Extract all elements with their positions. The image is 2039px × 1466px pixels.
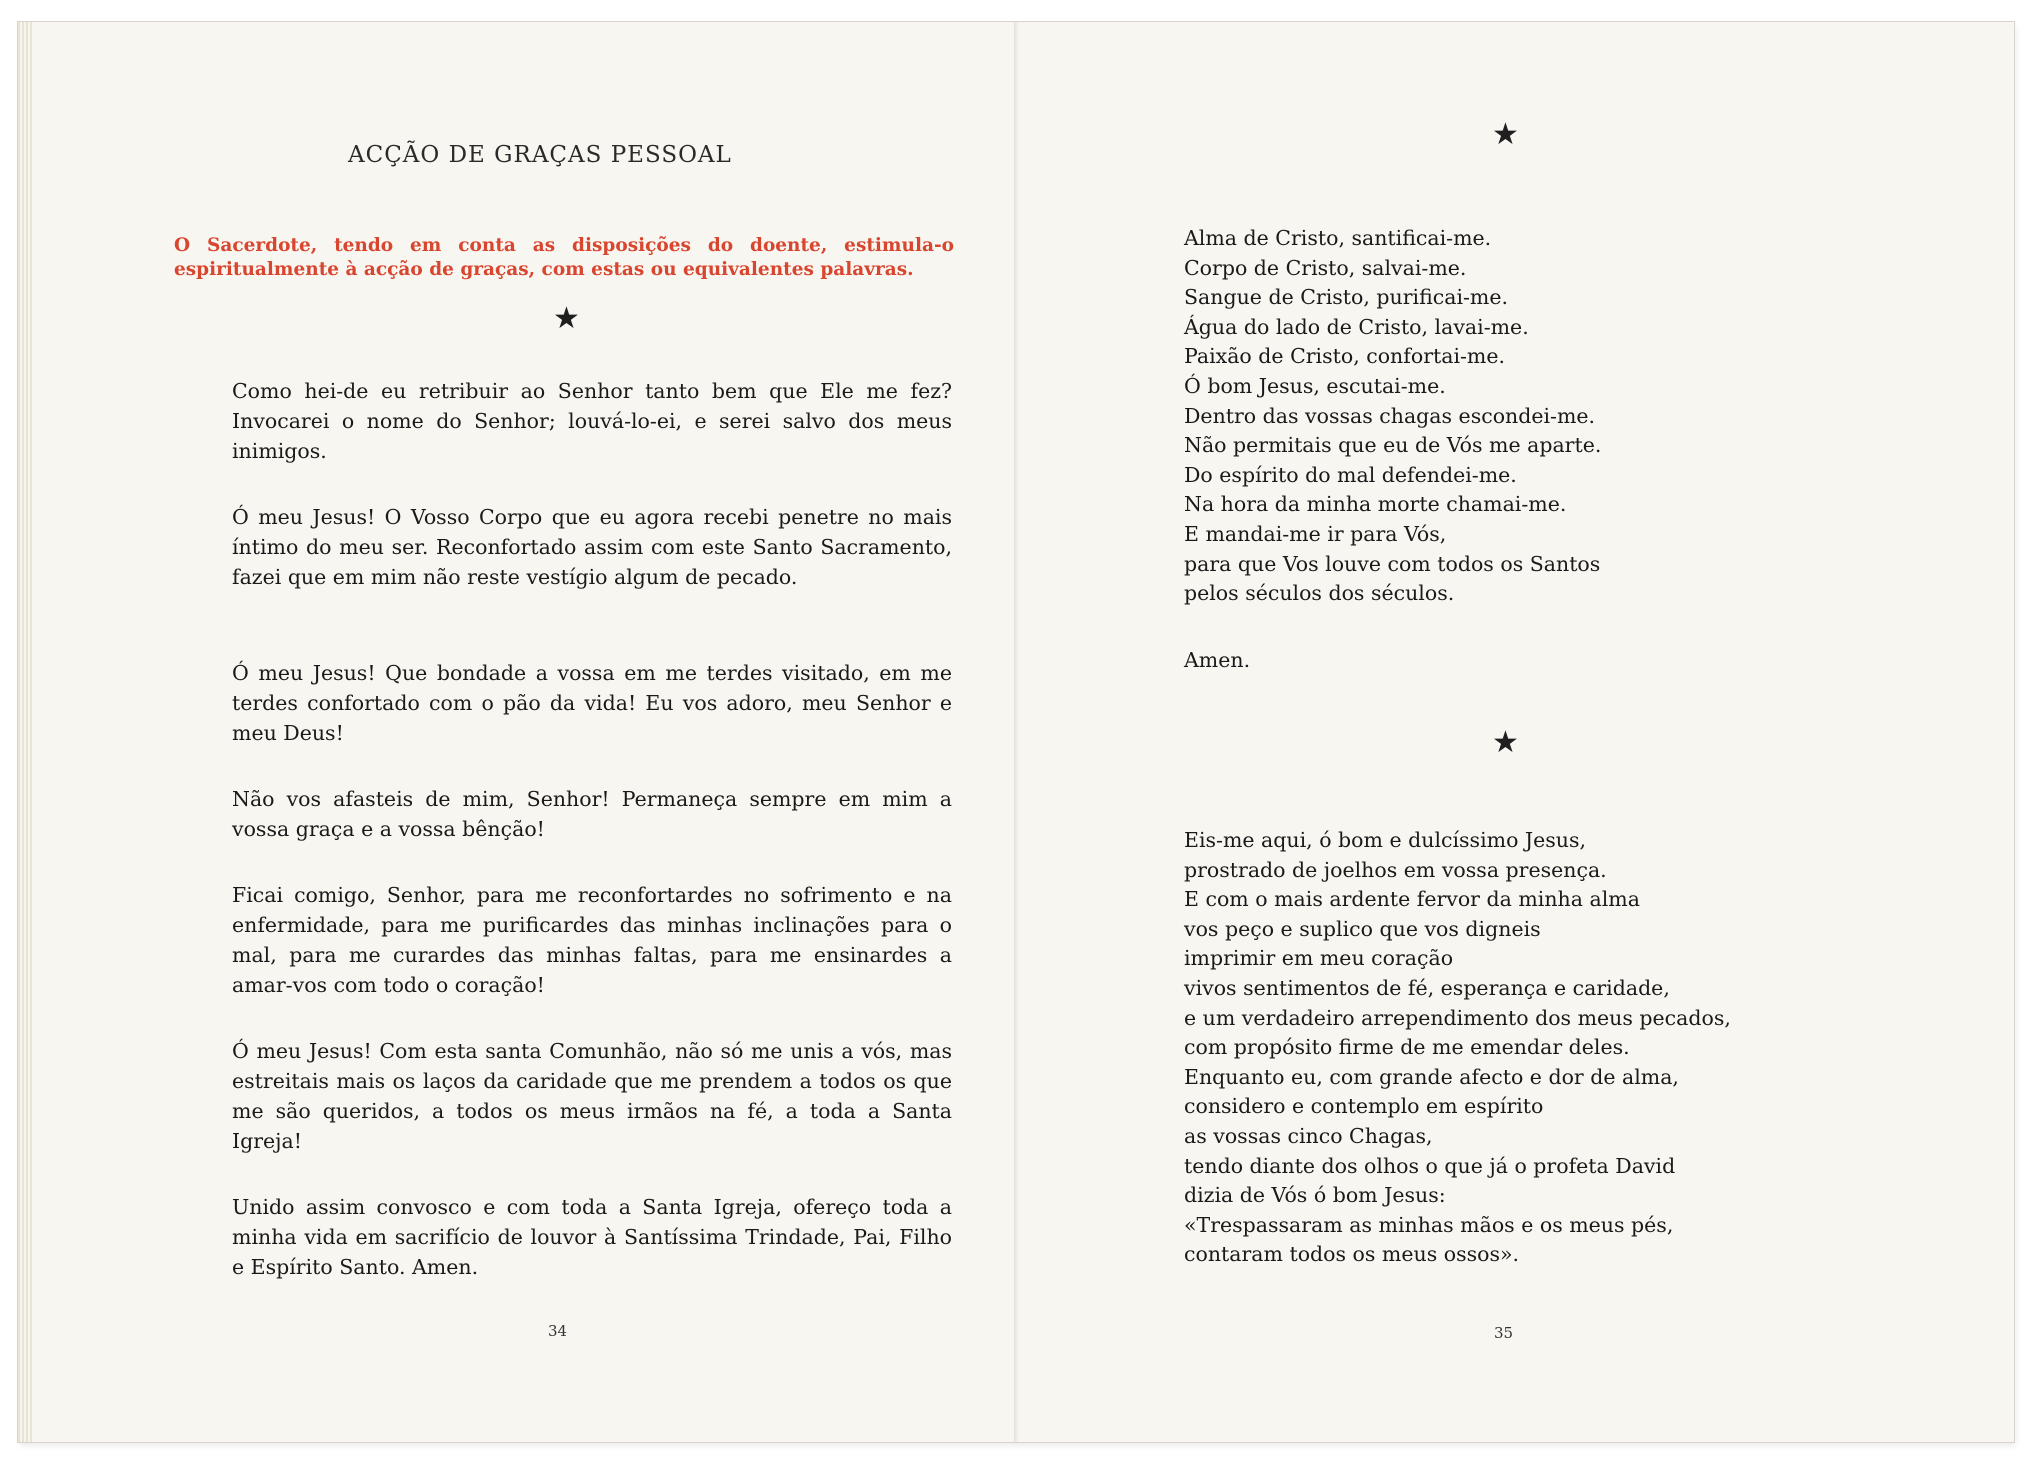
prayer-paragraph-7: Unido assim convosco e com toda a Santa Igreja, ofereço toda a minha vida em sacrifício de louvor à Santíssima Trindade, Pai, Filho e Espírito Santo. Amen. xyxy=(232,1195,952,1279)
prayer-paragraph-1: Como hei-de eu retribuir ao Senhor tanto bem que Ele me fez? Invocarei o nome do Senhor; louvá-lo-ei, e serei salvo dos meus inimigos. xyxy=(232,379,952,463)
prayer-amen: Amen. xyxy=(1184,648,1251,672)
prayer-before-crucifix: Eis-me aqui, ó bom e dulcíssimo Jesus, prostrado de joelhos em vossa presença. E com o mais ardente fervor da minha alma vos peço e suplico que vos digneis imprimir em meu coração vivos sentimentos de fé, esperança e caridade, e um verdadeiro arrependimento dos meus pecados, com propósito firme de me emendar deles. Enquanto eu, com grande afecto e dor de alma, considero e contemplo em espírito as vossas cinco Chagas, tendo diante dos olhos o que já o profeta David dizia de Vós ó bom Jesus: «Trespassaram as minhas mãos e os meus pés, contaram todos os meus ossos». xyxy=(1184,828,1731,1267)
prayer-paragraph-5: Ficai comigo, Senhor, para me reconfortardes no sofrimento e na enfermidade, para me purificardes das minhas inclinações para o mal, para me curardes das minhas faltas, para me ensinardes a amar-vos com todo o coração! xyxy=(232,883,952,997)
rubric-instruction: O Sacerdote, tendo em conta as disposições do doente, estimula-o espiritualmente à acção de graças, com estas ou equivalentes palavras. xyxy=(174,235,954,280)
page-number-left: 34 xyxy=(548,1322,568,1340)
book-spread xyxy=(18,22,2014,1442)
page-edges xyxy=(18,22,32,1442)
star-ornament: ★ xyxy=(553,301,580,336)
prayer-anima-christi: Alma de Cristo, santificai-me. Corpo de Cristo, salvai-me. Sangue de Cristo, purificai-me. Água do lado de Cristo, lavai-me. Paixão de Cristo, confortai-me. Ó bom Jesus, escutai-me. Dentro das vossas chagas escondei-me. Não permitais que eu de Vós me aparte. Do espírito do mal defendei-me. Na hora da minha morte chamai-me. E mandai-me ir para Vós, para que Vos louve com todos os Santos pelos séculos dos séculos. xyxy=(1184,226,1602,606)
prayer-paragraph-4: Não vos afasteis de mim, Senhor! Permaneça sempre em mim a vossa graça e a vossa bênção! xyxy=(232,787,952,841)
page-title: ACÇÃO DE GRAÇAS PESSOAL xyxy=(348,142,732,168)
star-ornament-top: ★ xyxy=(1492,117,1519,152)
prayer-paragraph-2: Ó meu Jesus! O Vosso Corpo que eu agora recebi penetre no mais íntimo do meu ser. Reconfortado assim com este Santo Sacramento, fazei que em mim não reste vestígio algum de pecado. xyxy=(232,505,952,589)
left-page xyxy=(18,22,1019,1442)
star-ornament-middle: ★ xyxy=(1492,725,1519,760)
right-page xyxy=(1022,22,2014,1442)
prayer-paragraph-3: Ó meu Jesus! Que bondade a vossa em me terdes visitado, em me terdes confortado com o pão da vida! Eu vos adoro, meu Senhor e meu Deus! xyxy=(232,661,952,745)
prayer-paragraph-6: Ó meu Jesus! Com esta santa Comunhão, não só me unis a vós, mas estreitais mais os laços da caridade que me prendem a todos os que me são queridos, a todos os meus irmãos na fé, a toda a Santa Igreja! xyxy=(232,1039,952,1153)
page-number-right: 35 xyxy=(1494,1324,1514,1342)
